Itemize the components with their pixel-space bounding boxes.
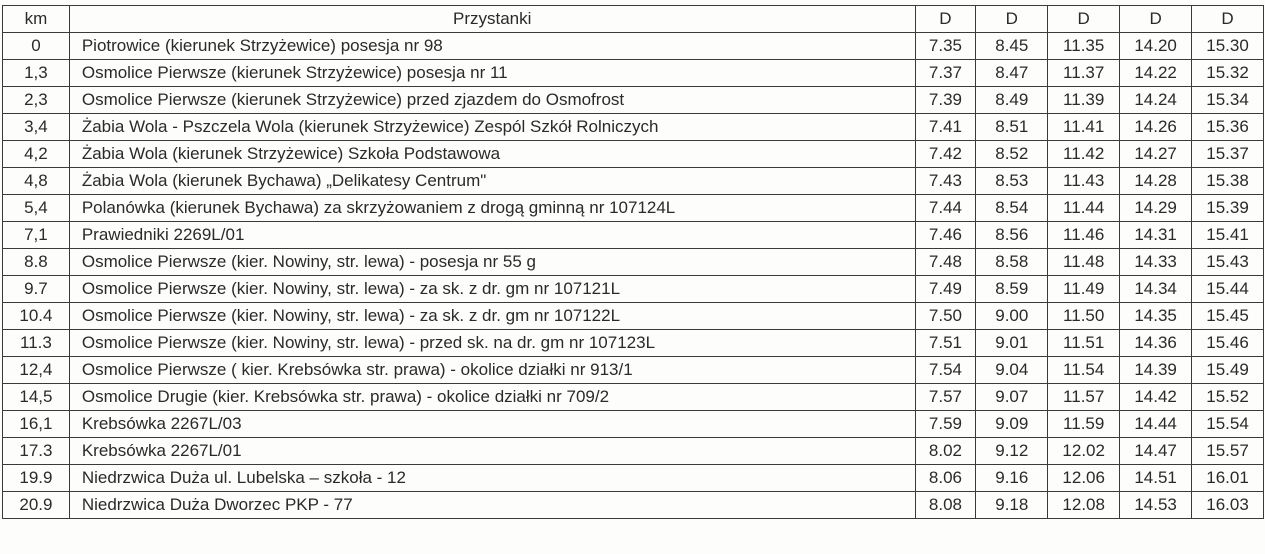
time-cell: 8.08 xyxy=(915,492,976,519)
stop-cell: Niedrzwica Duża ul. Lubelska – szkoła - 12 xyxy=(69,465,915,492)
table-row xyxy=(3,60,1264,87)
km-cell: 14,5 xyxy=(3,384,70,411)
km-cell: 4,2 xyxy=(3,141,70,168)
time-cell: 14.39 xyxy=(1120,357,1192,384)
stop-cell: Prawiedniki 2269L/01 xyxy=(69,222,915,249)
km-cell: 17.3 xyxy=(3,438,70,465)
stop-cell: Osmolice Drugie (kier. Krebsówka str. prawa) - okolice działki nr 709/2 xyxy=(69,384,915,411)
time-cell: 7.51 xyxy=(915,330,976,357)
time-cell: 9.18 xyxy=(976,492,1048,519)
time-cell: 11.49 xyxy=(1048,276,1120,303)
time-cell: 9.07 xyxy=(976,384,1048,411)
table-row xyxy=(3,411,1264,438)
time-cell: 15.34 xyxy=(1192,87,1264,114)
stop-cell: Żabia Wola (kierunek Strzyżewice) Szkoła Podstawowa xyxy=(69,141,915,168)
km-cell: 11.3 xyxy=(3,330,70,357)
time-cell: 8.52 xyxy=(976,141,1048,168)
timetable-body xyxy=(3,33,1264,519)
time-cell: 7.44 xyxy=(915,195,976,222)
time-cell: 15.46 xyxy=(1192,330,1264,357)
time-cell: 12.06 xyxy=(1048,465,1120,492)
time-cell: 9.00 xyxy=(976,303,1048,330)
stop-cell: Niedrzwica Duża Dworzec PKP - 77 xyxy=(69,492,915,519)
stop-cell: Osmolice Pierwsze (kierunek Strzyżewice) posesja nr 11 xyxy=(69,60,915,87)
time-cell: 11.51 xyxy=(1048,330,1120,357)
km-cell: 8.8 xyxy=(3,249,70,276)
time-cell: 11.54 xyxy=(1048,357,1120,384)
table-row xyxy=(3,87,1264,114)
time-cell: 14.44 xyxy=(1120,411,1192,438)
time-cell: 7.43 xyxy=(915,168,976,195)
time-cell: 8.06 xyxy=(915,465,976,492)
table-row xyxy=(3,114,1264,141)
time-cell: 7.41 xyxy=(915,114,976,141)
km-cell: 2,3 xyxy=(3,87,70,114)
time-cell: 7.50 xyxy=(915,303,976,330)
stop-cell: Żabia Wola (kierunek Bychawa) „Delikatesy Centrum" xyxy=(69,168,915,195)
time-cell: 7.39 xyxy=(915,87,976,114)
time-cell: 9.09 xyxy=(976,411,1048,438)
time-cell: 7.35 xyxy=(915,33,976,60)
time-cell: 7.59 xyxy=(915,411,976,438)
time-cell: 14.51 xyxy=(1120,465,1192,492)
table-row xyxy=(3,141,1264,168)
time-cell: 9.16 xyxy=(976,465,1048,492)
time-cell: 15.52 xyxy=(1192,384,1264,411)
time-cell: 15.57 xyxy=(1192,438,1264,465)
km-cell: 0 xyxy=(3,33,70,60)
stop-cell: Krebsówka 2267L/03 xyxy=(69,411,915,438)
time-cell: 11.48 xyxy=(1048,249,1120,276)
header-day-2: D xyxy=(976,6,1048,33)
time-cell: 7.46 xyxy=(915,222,976,249)
time-cell: 7.49 xyxy=(915,276,976,303)
time-cell: 15.38 xyxy=(1192,168,1264,195)
time-cell: 14.35 xyxy=(1120,303,1192,330)
stop-cell: Piotrowice (kierunek Strzyżewice) posesja nr 98 xyxy=(69,33,915,60)
time-cell: 11.41 xyxy=(1048,114,1120,141)
time-cell: 11.35 xyxy=(1048,33,1120,60)
table-row xyxy=(3,465,1264,492)
timetable xyxy=(2,5,1264,519)
time-cell: 14.27 xyxy=(1120,141,1192,168)
table-row xyxy=(3,438,1264,465)
time-cell: 15.45 xyxy=(1192,303,1264,330)
stop-cell: Żabia Wola - Pszczela Wola (kierunek Strzyżewice) Zespól Szkół Rolniczych xyxy=(69,114,915,141)
table-row xyxy=(3,195,1264,222)
time-cell: 11.59 xyxy=(1048,411,1120,438)
time-cell: 14.53 xyxy=(1120,492,1192,519)
table-row xyxy=(3,168,1264,195)
time-cell: 8.51 xyxy=(976,114,1048,141)
km-cell: 3,4 xyxy=(3,114,70,141)
time-cell: 8.59 xyxy=(976,276,1048,303)
time-cell: 15.44 xyxy=(1192,276,1264,303)
km-cell: 5,4 xyxy=(3,195,70,222)
km-cell: 19.9 xyxy=(3,465,70,492)
time-cell: 8.49 xyxy=(976,87,1048,114)
stop-cell: Osmolice Pierwsze (kier. Nowiny, str. lewa) - posesja nr 55 g xyxy=(69,249,915,276)
table-row xyxy=(3,384,1264,411)
time-cell: 15.54 xyxy=(1192,411,1264,438)
km-cell: 4,8 xyxy=(3,168,70,195)
table-row xyxy=(3,330,1264,357)
header-day-1: D xyxy=(915,6,976,33)
time-cell: 16.01 xyxy=(1192,465,1264,492)
time-cell: 14.42 xyxy=(1120,384,1192,411)
time-cell: 11.44 xyxy=(1048,195,1120,222)
time-cell: 14.31 xyxy=(1120,222,1192,249)
time-cell: 7.57 xyxy=(915,384,976,411)
time-cell: 8.45 xyxy=(976,33,1048,60)
table-row xyxy=(3,357,1264,384)
km-cell: 12,4 xyxy=(3,357,70,384)
stop-cell: Osmolice Pierwsze (kierunek Strzyżewice) przed zjazdem do Osmofrost xyxy=(69,87,915,114)
time-cell: 15.36 xyxy=(1192,114,1264,141)
time-cell: 15.39 xyxy=(1192,195,1264,222)
time-cell: 14.36 xyxy=(1120,330,1192,357)
table-row xyxy=(3,33,1264,60)
time-cell: 8.54 xyxy=(976,195,1048,222)
km-cell: 1,3 xyxy=(3,60,70,87)
time-cell: 11.46 xyxy=(1048,222,1120,249)
time-cell: 14.22 xyxy=(1120,60,1192,87)
time-cell: 7.48 xyxy=(915,249,976,276)
time-cell: 12.08 xyxy=(1048,492,1120,519)
time-cell: 11.37 xyxy=(1048,60,1120,87)
stop-cell: Polanówka (kierunek Bychawa) za skrzyżowaniem z drogą gminną nr 107124L xyxy=(69,195,915,222)
time-cell: 9.01 xyxy=(976,330,1048,357)
time-cell: 7.37 xyxy=(915,60,976,87)
table-row xyxy=(3,249,1264,276)
time-cell: 14.34 xyxy=(1120,276,1192,303)
header-km: km xyxy=(3,6,70,33)
km-cell: 9.7 xyxy=(3,276,70,303)
time-cell: 9.12 xyxy=(976,438,1048,465)
stop-cell: Krebsówka 2267L/01 xyxy=(69,438,915,465)
time-cell: 15.30 xyxy=(1192,33,1264,60)
time-cell: 7.54 xyxy=(915,357,976,384)
time-cell: 15.41 xyxy=(1192,222,1264,249)
time-cell: 14.29 xyxy=(1120,195,1192,222)
km-cell: 20.9 xyxy=(3,492,70,519)
time-cell: 14.33 xyxy=(1120,249,1192,276)
header-day-4: D xyxy=(1120,6,1192,33)
header-row xyxy=(3,6,1264,33)
stop-cell: Osmolice Pierwsze ( kier. Krebsówka str. prawa) - okolice działki nr 913/1 xyxy=(69,357,915,384)
header-stops: Przystanki xyxy=(69,6,915,33)
time-cell: 15.49 xyxy=(1192,357,1264,384)
time-cell: 11.43 xyxy=(1048,168,1120,195)
time-cell: 15.43 xyxy=(1192,249,1264,276)
stop-cell: Osmolice Pierwsze (kier. Nowiny, str. lewa) - przed sk. na dr. gm nr 107123L xyxy=(69,330,915,357)
time-cell: 14.24 xyxy=(1120,87,1192,114)
time-cell: 12.02 xyxy=(1048,438,1120,465)
time-cell: 11.50 xyxy=(1048,303,1120,330)
time-cell: 8.47 xyxy=(976,60,1048,87)
km-cell: 10.4 xyxy=(3,303,70,330)
time-cell: 16.03 xyxy=(1192,492,1264,519)
time-cell: 14.47 xyxy=(1120,438,1192,465)
time-cell: 11.42 xyxy=(1048,141,1120,168)
time-cell: 15.37 xyxy=(1192,141,1264,168)
time-cell: 8.53 xyxy=(976,168,1048,195)
time-cell: 14.28 xyxy=(1120,168,1192,195)
table-row xyxy=(3,276,1264,303)
table-row xyxy=(3,303,1264,330)
stop-cell: Osmolice Pierwsze (kier. Nowiny, str. lewa) - za sk. z dr. gm nr 107121L xyxy=(69,276,915,303)
header-day-3: D xyxy=(1048,6,1120,33)
time-cell: 15.32 xyxy=(1192,60,1264,87)
time-cell: 11.39 xyxy=(1048,87,1120,114)
km-cell: 7,1 xyxy=(3,222,70,249)
time-cell: 11.57 xyxy=(1048,384,1120,411)
stop-cell: Osmolice Pierwsze (kier. Nowiny, str. lewa) - za sk. z dr. gm nr 107122L xyxy=(69,303,915,330)
time-cell: 8.56 xyxy=(976,222,1048,249)
time-cell: 9.04 xyxy=(976,357,1048,384)
time-cell: 8.58 xyxy=(976,249,1048,276)
table-row xyxy=(3,492,1264,519)
time-cell: 7.42 xyxy=(915,141,976,168)
time-cell: 14.20 xyxy=(1120,33,1192,60)
table-row xyxy=(3,222,1264,249)
header-day-5: D xyxy=(1192,6,1264,33)
km-cell: 16,1 xyxy=(3,411,70,438)
time-cell: 14.26 xyxy=(1120,114,1192,141)
time-cell: 8.02 xyxy=(915,438,976,465)
